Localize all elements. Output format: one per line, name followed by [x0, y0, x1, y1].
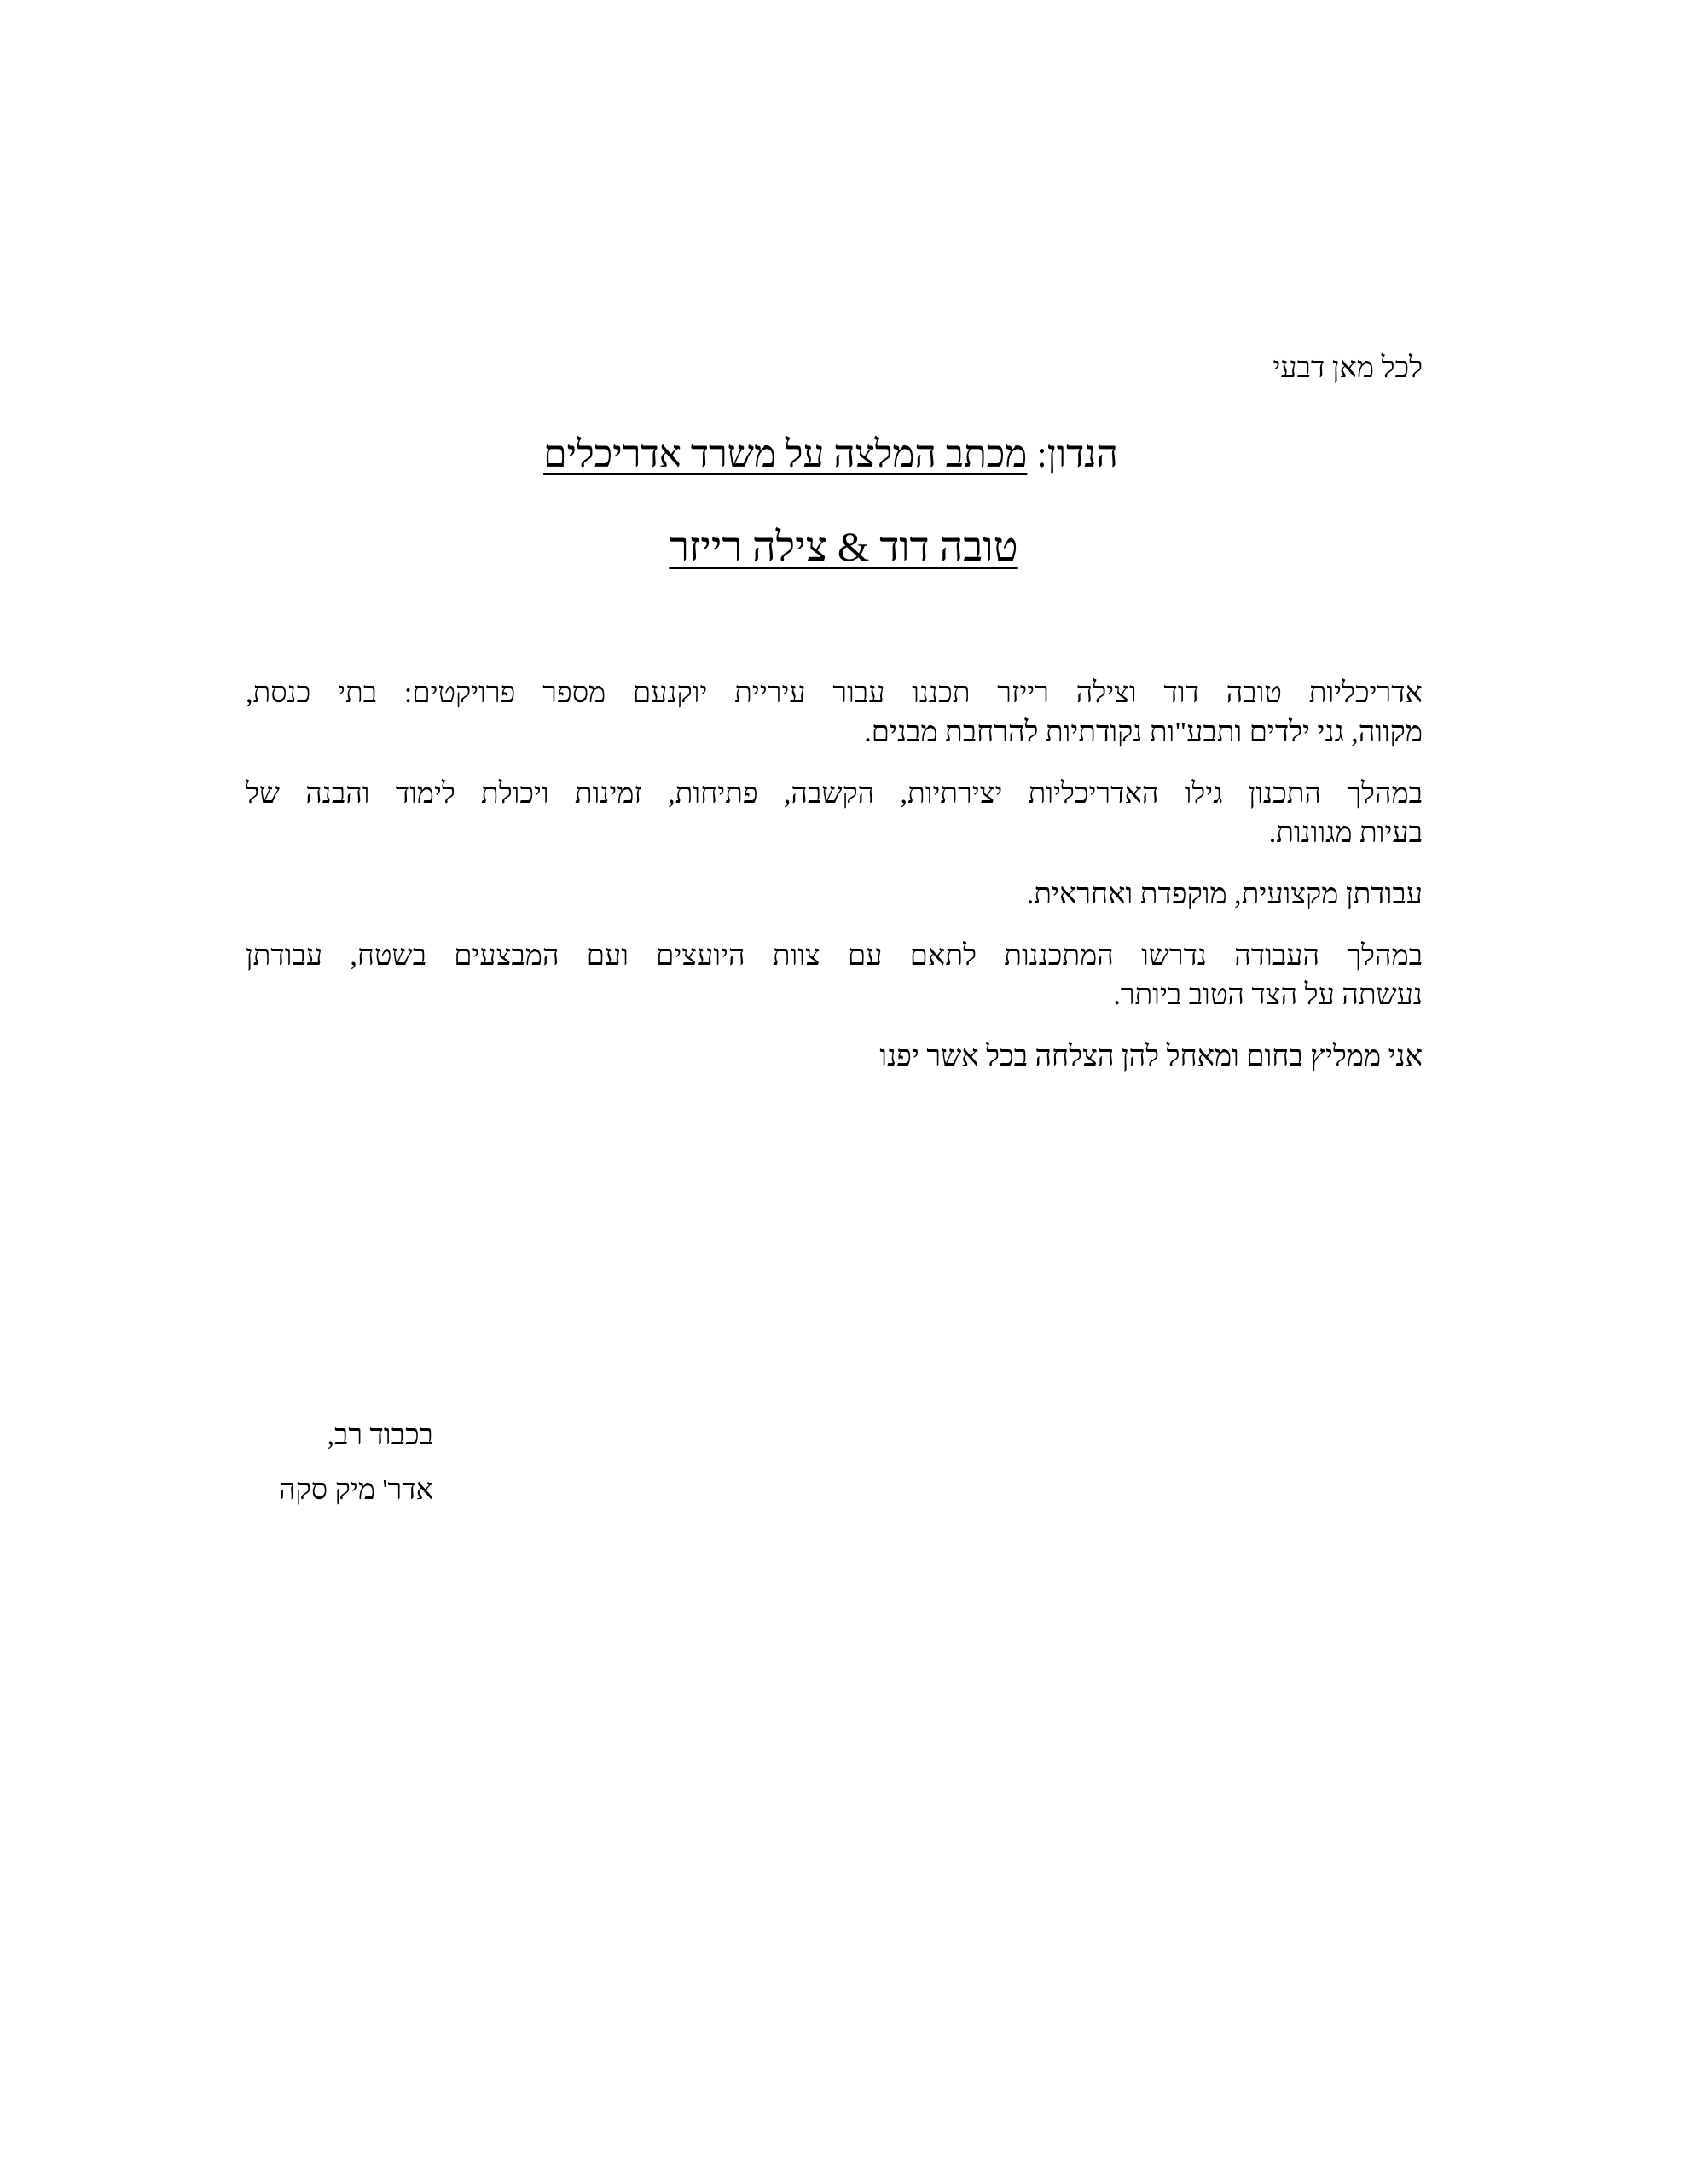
subject-prefix: הנדון: — [1036, 433, 1118, 475]
paragraph-line: עבודתן מקצועית, מוקפדת ואחראית. — [1026, 879, 1423, 910]
paragraph-5 — [246, 1037, 1423, 1077]
paragraph-line: מקווה, גני ילדים ותבע"ות נקודתיות להרחבת מבנים. — [864, 717, 1423, 748]
paragraph-line: אני ממליץ בחום ומאחל להן הצלחה בכל אשר יפנו — [879, 1041, 1423, 1072]
firm-name: טובה דוד & צילה רייזר — [669, 525, 1018, 570]
paragraph-line: אדריכליות טובה דוד וצילה רייזר תכננו עבור עיריית יוקנעם מספר פרויקטים: בתי כנסת, — [246, 677, 1423, 709]
paragraph-4 — [246, 937, 1423, 1015]
closing-block — [246, 1416, 433, 1525]
paragraph-3 — [246, 875, 1423, 915]
paragraph-line: נעשתה על הצד הטוב ביותר. — [1113, 979, 1423, 1011]
subject-text: מכתב המלצה על משרד אדריכלים — [543, 433, 1028, 475]
greeting: לכל מאן דבעי — [1272, 352, 1423, 384]
paragraph-line: בעיות מגוונות. — [1268, 817, 1423, 849]
paragraph-line: במהלך העבודה נדרשו המתכננות לתאם עם צוות היועצים ועם המבצעים בשטח, עבודתן — [246, 940, 1423, 972]
paragraph-1 — [246, 674, 1423, 752]
paragraph-line: במהלך התכנון גילו האדריכליות יצירתיות, הקשבה, פתיחות, זמינות ויכולת לימוד והבנה של — [246, 778, 1423, 810]
letter-body — [246, 674, 1423, 1099]
signature-name: אדר' מיק סקה — [279, 1474, 433, 1506]
paragraph-2 — [246, 775, 1423, 853]
subject-line — [0, 429, 1687, 480]
closing-salutation: בכבוד רב, — [327, 1420, 433, 1451]
firm-name-heading — [0, 520, 1687, 575]
